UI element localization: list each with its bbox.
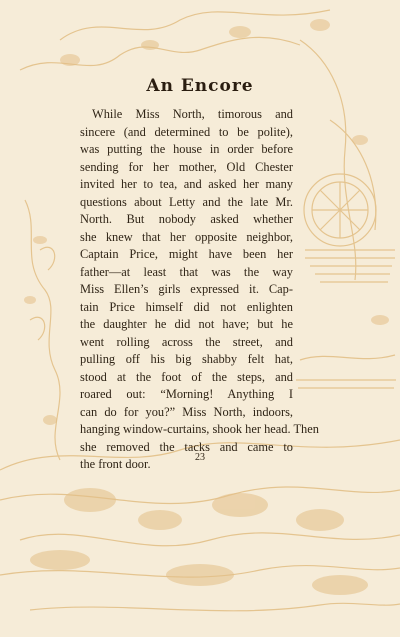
text-line: Miss Ellen’s girls expressed it. Cap-	[80, 282, 293, 296]
text-line: roared out: “Morning! Anything I	[80, 387, 293, 401]
text-line: she knew that her opposite neighbor,	[80, 229, 293, 244]
text-line: hanging window-curtains, shook her head. Then	[80, 422, 319, 436]
text-line: North. But nobody asked whether	[80, 212, 293, 226]
chapter-title: An Encore	[146, 76, 254, 96]
text-line: stood at the foot of the steps, and	[80, 369, 293, 384]
text-line: sincere (and determined to be polite),	[80, 124, 293, 139]
text-line: can do for you?” Miss North, indoors,	[80, 404, 293, 419]
text-line: questions about Letty and the late Mr.	[80, 194, 293, 209]
text-line: the front door.	[80, 457, 151, 471]
text-line: Captain Price, might have been her	[80, 247, 293, 261]
text-line: father—at least that was the way	[80, 264, 293, 279]
page-number: 23	[195, 452, 205, 463]
text-line: went rolling across the street, and	[80, 334, 293, 349]
text-line: she removed the tacks and came to	[80, 439, 293, 454]
text-line: pulling off his big shabby felt hat,	[80, 352, 293, 366]
vine-border-top	[60, 10, 330, 40]
text-line: sending for her mother, Old Chester	[80, 159, 293, 174]
body-paragraph	[80, 106, 319, 474]
text-line: invited her to tea, and asked her many	[80, 177, 293, 191]
text-line: While Miss North, timorous and	[92, 107, 293, 121]
text-line: tain Price himself did not enlighten	[80, 299, 293, 314]
text-line: the daughter he did not have; but he	[80, 317, 293, 331]
text-line: was putting the house in order before	[80, 142, 293, 156]
vine-border-left	[20, 37, 300, 70]
